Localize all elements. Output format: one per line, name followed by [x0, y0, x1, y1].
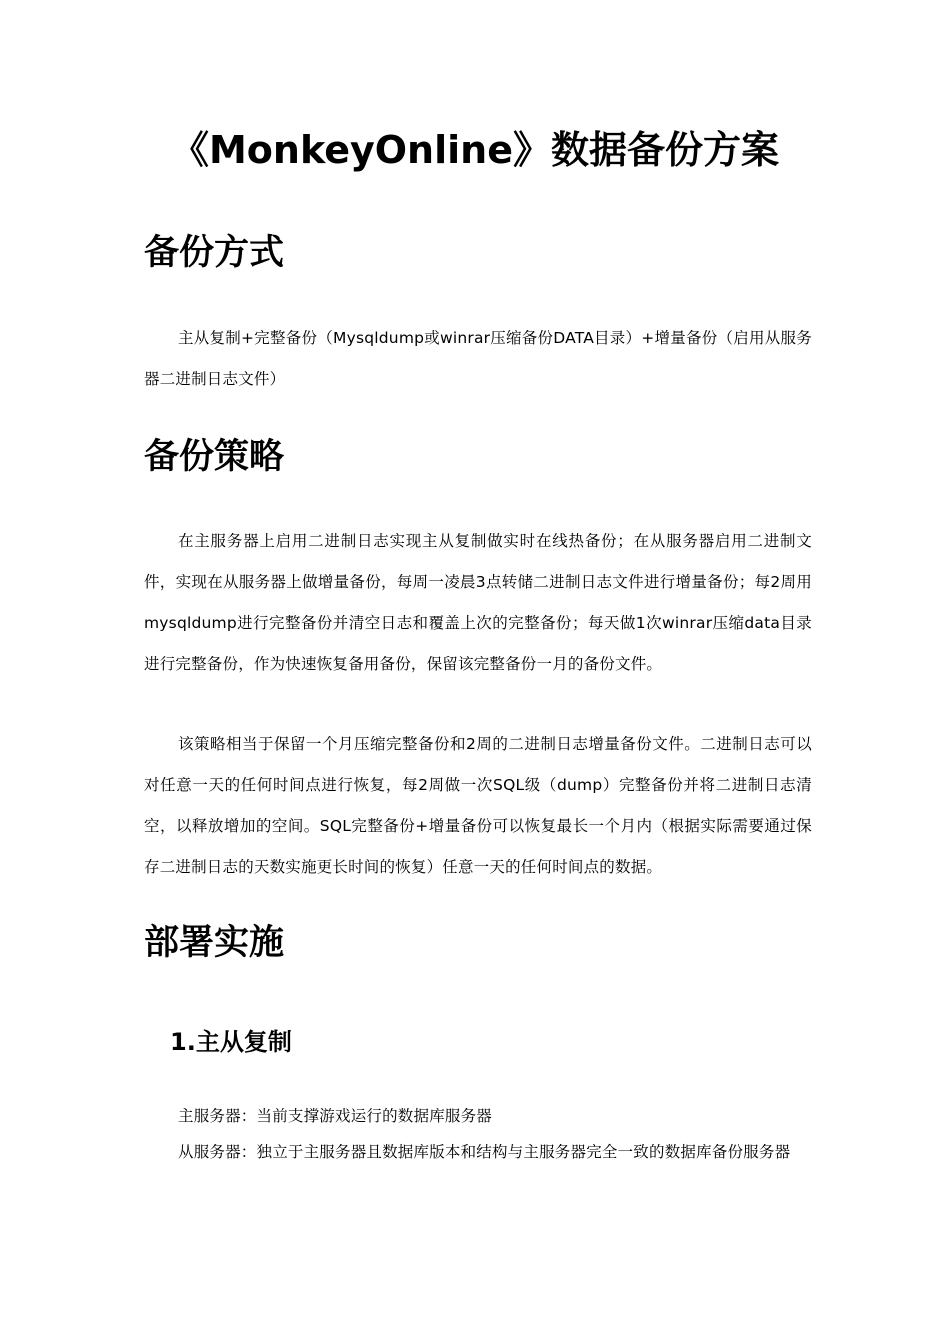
paragraph-backup-method: 主从复制+完整备份（Mysqldump或winrar压缩备份DATA目录）+增量备份（启用从服务器二进制日志文件）: [144, 329, 812, 388]
subsection-heading-master-slave: 1.主从复制: [170, 1028, 292, 1056]
section-heading-backup-method: 备份方式: [144, 233, 285, 273]
paragraph-backup-strategy-1: 在主服务器上启用二进制日志实现主从复制做实时在线热备份；在从服务器启用二进制文件，实现在从服务器上做增量备份，每周一凌晨3点转储二进制日志文件进行增量备份；每2周用mysqldump进行完整备份并清空日志和覆盖上次的完整备份；每天做1次winrar压缩data目录进行完整备份，作为快速恢复备用备份，保留该完整备份一月的备份文件。: [144, 532, 812, 673]
paragraph-master-server: 主服务器：当前支撑游戏运行的数据库服务器: [178, 1107, 493, 1125]
document-title: 《MonkeyOnline》数据备份方案: [170, 128, 779, 172]
paragraph-backup-strategy-2: 该策略相当于保留一个月压缩完整备份和2周的二进制日志增量备份文件。二进制日志可以对任意一天的任何时间点进行恢复，每2周做一次SQL级（dump）完整备份并将二进制日志清空，以释放增加的空间。SQL完整备份+增量备份可以恢复最长一个月内（根据实际需要通过保存二进制日志的天数实施更长时间的恢复）任意一天的任何时间点的数据。: [144, 735, 812, 876]
section-heading-deployment: 部署实施: [144, 923, 285, 963]
paragraph-slave-server: 从服务器：独立于主服务器且数据库版本和结构与主服务器完全一致的数据库备份服务器: [178, 1143, 791, 1161]
section-heading-backup-strategy: 备份策略: [144, 437, 285, 477]
